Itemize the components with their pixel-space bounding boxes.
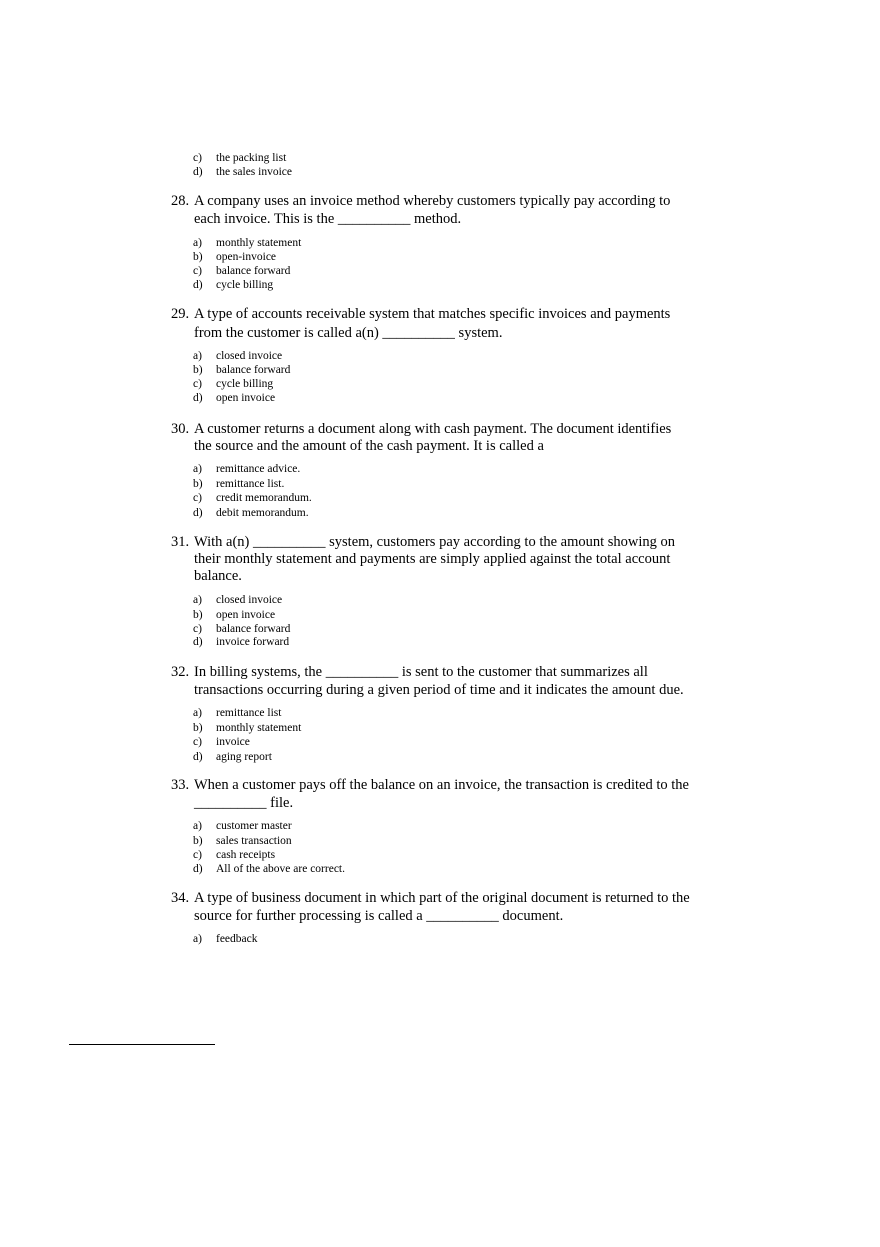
option-text: open invoice bbox=[216, 392, 276, 404]
option-text: balance forward bbox=[216, 364, 291, 376]
option-text: open-invoice bbox=[216, 251, 277, 263]
option-letter: c) bbox=[193, 623, 202, 635]
answer-option bbox=[193, 491, 312, 505]
question-text-line: __________ file. bbox=[194, 795, 294, 811]
option-letter: b) bbox=[193, 251, 203, 263]
option-text: cash receipts bbox=[216, 849, 276, 861]
option-text: remittance list bbox=[216, 707, 282, 719]
option-letter: d) bbox=[193, 636, 203, 648]
answer-option bbox=[193, 635, 289, 649]
option-letter: b) bbox=[193, 609, 203, 621]
option-text: aging report bbox=[216, 751, 272, 763]
answer-option bbox=[193, 848, 275, 862]
question-text-line: each invoice. This is the __________ method. bbox=[194, 211, 462, 227]
option-letter: a) bbox=[193, 707, 202, 719]
question-text-line: from the customer is called a(n) __________ system. bbox=[194, 325, 503, 341]
answer-option bbox=[193, 462, 300, 476]
option-letter: c) bbox=[193, 492, 202, 504]
option-letter: a) bbox=[193, 463, 202, 475]
answer-option bbox=[193, 391, 275, 405]
question-number: 28. bbox=[171, 193, 190, 209]
option-text: sales transaction bbox=[216, 835, 292, 847]
option-text: the packing list bbox=[216, 152, 287, 164]
option-text: cycle billing bbox=[216, 279, 274, 291]
question-text-line: In billing systems, the __________ is sent to the customer that summarizes all bbox=[194, 664, 648, 680]
answer-option bbox=[193, 706, 281, 720]
answer-option bbox=[193, 834, 292, 848]
question-text-line: the source and the amount of the cash payment. It is called a bbox=[194, 438, 544, 454]
option-text: open invoice bbox=[216, 609, 276, 621]
option-text: All of the above are correct. bbox=[216, 863, 345, 875]
option-letter: b) bbox=[193, 722, 203, 734]
option-text: remittance advice. bbox=[216, 463, 301, 475]
answer-option bbox=[193, 349, 282, 363]
option-letter: b) bbox=[193, 364, 203, 376]
option-text: customer master bbox=[216, 820, 292, 832]
answer-option bbox=[193, 622, 290, 636]
question-text-line: With a(n) __________ system, customers pay according to the amount showing on bbox=[194, 534, 676, 550]
answer-option bbox=[193, 735, 250, 749]
option-text: invoice bbox=[216, 736, 250, 748]
answer-option bbox=[193, 932, 258, 946]
option-letter: d) bbox=[193, 507, 203, 519]
option-letter: b) bbox=[193, 478, 203, 490]
question-number: 32. bbox=[171, 664, 190, 680]
option-letter: a) bbox=[193, 594, 202, 606]
option-text: remittance list. bbox=[216, 478, 285, 490]
question-number: 34. bbox=[171, 890, 190, 906]
option-text: monthly statement bbox=[216, 237, 302, 249]
footnote-separator-rule bbox=[69, 1044, 215, 1045]
option-text: the sales invoice bbox=[216, 166, 293, 178]
question-text-line: A company uses an invoice method whereby customers typically pay according to bbox=[194, 193, 671, 209]
option-letter: c) bbox=[193, 152, 202, 164]
option-text: debit memorandum. bbox=[216, 507, 309, 519]
question-text-line: transactions occurring during a given period of time and it indicates the amount due. bbox=[194, 682, 684, 698]
answer-option bbox=[193, 264, 290, 278]
question-number: 33. bbox=[171, 777, 190, 793]
question-text-line: A customer returns a document along with cash payment. The document identifies bbox=[194, 421, 672, 437]
question-number: 29. bbox=[171, 306, 190, 322]
question-number: 31. bbox=[171, 534, 190, 550]
question-text-line: balance. bbox=[194, 568, 242, 584]
option-letter: c) bbox=[193, 378, 202, 390]
carryover-option-d bbox=[193, 165, 292, 179]
option-text: feedback bbox=[216, 933, 258, 945]
option-text: balance forward bbox=[216, 265, 291, 277]
question-text-line: When a customer pays off the balance on an invoice, the transaction is credited to the bbox=[194, 777, 689, 793]
option-letter: a) bbox=[193, 237, 202, 249]
question-text-line: their monthly statement and payments are simply applied against the total account bbox=[194, 551, 671, 567]
question-number: 30. bbox=[171, 421, 190, 437]
option-letter: d) bbox=[193, 863, 203, 875]
option-letter: a) bbox=[193, 933, 202, 945]
option-letter: b) bbox=[193, 835, 203, 847]
option-text: closed invoice bbox=[216, 594, 283, 606]
option-text: credit memorandum. bbox=[216, 492, 312, 504]
option-letter: a) bbox=[193, 820, 202, 832]
answer-option bbox=[193, 236, 301, 250]
option-letter: a) bbox=[193, 350, 202, 362]
option-text: balance forward bbox=[216, 623, 291, 635]
answer-option bbox=[193, 377, 273, 391]
question-text-line: source for further processing is called a __________ document. bbox=[194, 908, 564, 924]
option-letter: c) bbox=[193, 265, 202, 277]
answer-option bbox=[193, 819, 292, 833]
option-letter: d) bbox=[193, 392, 203, 404]
option-text: cycle billing bbox=[216, 378, 274, 390]
question-text-line: A type of accounts receivable system that matches specific invoices and payments bbox=[194, 306, 671, 322]
option-text: closed invoice bbox=[216, 350, 283, 362]
question-text-line: A type of business document in which part of the original document is returned to the bbox=[194, 890, 690, 906]
answer-option bbox=[193, 750, 272, 764]
answer-option bbox=[193, 608, 275, 622]
answer-option bbox=[193, 278, 273, 292]
answer-option bbox=[193, 477, 284, 491]
answer-option bbox=[193, 721, 301, 735]
answer-option bbox=[193, 862, 345, 876]
answer-option bbox=[193, 363, 290, 377]
option-letter: c) bbox=[193, 849, 202, 861]
option-letter: d) bbox=[193, 751, 203, 763]
option-letter: c) bbox=[193, 736, 202, 748]
answer-option bbox=[193, 250, 276, 264]
answer-option bbox=[193, 593, 282, 607]
carryover-option-c bbox=[193, 151, 286, 165]
option-letter: d) bbox=[193, 166, 203, 178]
answer-option bbox=[193, 506, 309, 520]
option-text: invoice forward bbox=[216, 636, 290, 648]
option-letter: d) bbox=[193, 279, 203, 291]
option-text: monthly statement bbox=[216, 722, 302, 734]
